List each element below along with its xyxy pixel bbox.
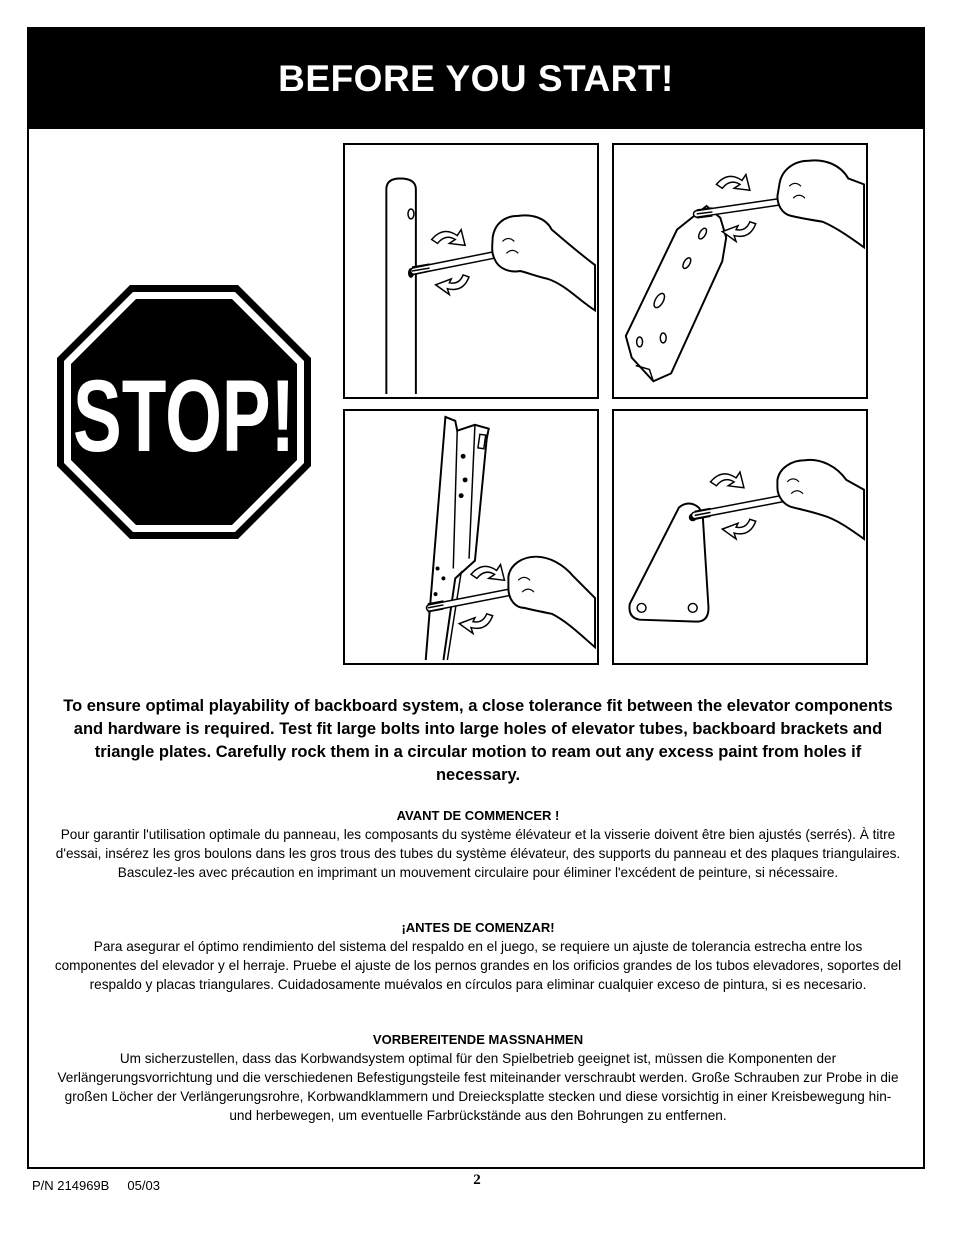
section-french: [53, 806, 903, 882]
header-bar: [29, 29, 923, 129]
hand: [508, 557, 595, 648]
section-heading: VORBEREITENDE MASSNAHMEN: [372, 1032, 584, 1047]
rotate-arrow-top-icon: [716, 175, 749, 191]
stop-sign-text: STOP!: [73, 359, 295, 473]
hand: [777, 160, 864, 247]
page-title: BEFORE YOU START!: [278, 58, 674, 99]
section-heading: AVANT DE COMMENCER !: [396, 808, 560, 823]
section-body: Para asegurar el óptimo rendimiento del sistema del respaldo en el juego, se requiere un ajuste de tolerancia estrecha entre los componentes del elevador y el herraje. Pruebe el ajuste de los pernos grandes en los orificios grandes de los tubos elevadores, soportes del respaldo y placas triangulares. Cuidadosamente muévalos en círculos para eliminar cualquier exceso de pintura, si es necesario.: [54, 939, 902, 992]
rotate-arrow-bottom-icon: [436, 275, 469, 295]
illustration-elevator-tube: [343, 143, 599, 399]
rotate-arrow-bottom-icon: [459, 614, 492, 634]
rotate-arrow-top-icon: [432, 230, 465, 246]
page-frame: [27, 27, 925, 1169]
section-body: Pour garantir l'utilisation optimale du panneau, les composants du système élévateur et la visserie doivent être bien ajustés (serrés). À titre d'essai, insérez les gros boulons dans les gros trous des tubes du système élévateur, des supports du panneau et des plaques triangulaires. Basculez-les avec précaution en imprimant un mouvement circulaire pour éliminer l'excédent de peinture, si nécessaire.: [55, 827, 901, 880]
illustration-elevator-rail: [343, 409, 599, 665]
page-number: 2: [473, 1172, 481, 1188]
hand: [777, 460, 864, 539]
section-spanish: [53, 918, 903, 994]
section-german: [53, 1030, 903, 1125]
elevator-tube: [386, 178, 416, 394]
rotate-arrow-bottom-icon: [722, 222, 755, 242]
section-heading: ¡ANTES DE COMENZAR!: [401, 920, 555, 935]
hand: [492, 215, 595, 310]
part-number: P/N 214969B 05/03: [32, 1178, 160, 1193]
rotate-arrow-bottom-icon: [722, 519, 755, 539]
stop-sign: [55, 283, 313, 541]
bracket-plate: [626, 206, 726, 381]
section-body: Um sicherzustellen, dass das Korbwandsystem optimal für den Spielbetrieb geeignet ist, müssen die Komponenten der Verlängerungsvorrichtung und die verschiedenen Befestigungsteile fest miteinander verschraubt werden. Große Schrauben zur Probe in die großen Löcher der Verlängerungsrohre, Korbwandklammern und Dreiecksplatte stecken und diese vorsichtig in einer Kreisbewegung hin- und herbewegen, um eventuelle Farbrückstände aus den Bohrungen zu entfernen.: [57, 1051, 899, 1123]
illustration-triangle-plate: [612, 409, 868, 665]
main-instruction-text: To ensure optimal playability of backboard system, a close tolerance fit between the elevator components and hardware is required. Test fit large bolts into large holes of elevator tubes, backboard brackets and triangle plates. Carefully rock them in a circular motion to ream out any excess paint from holes if necessary.: [63, 697, 893, 784]
rotate-arrow-top-icon: [471, 565, 504, 581]
illustration-backboard-bracket: [612, 143, 868, 399]
rotate-arrow-top-icon: [710, 472, 743, 488]
tube-hole-upper: [408, 209, 414, 219]
